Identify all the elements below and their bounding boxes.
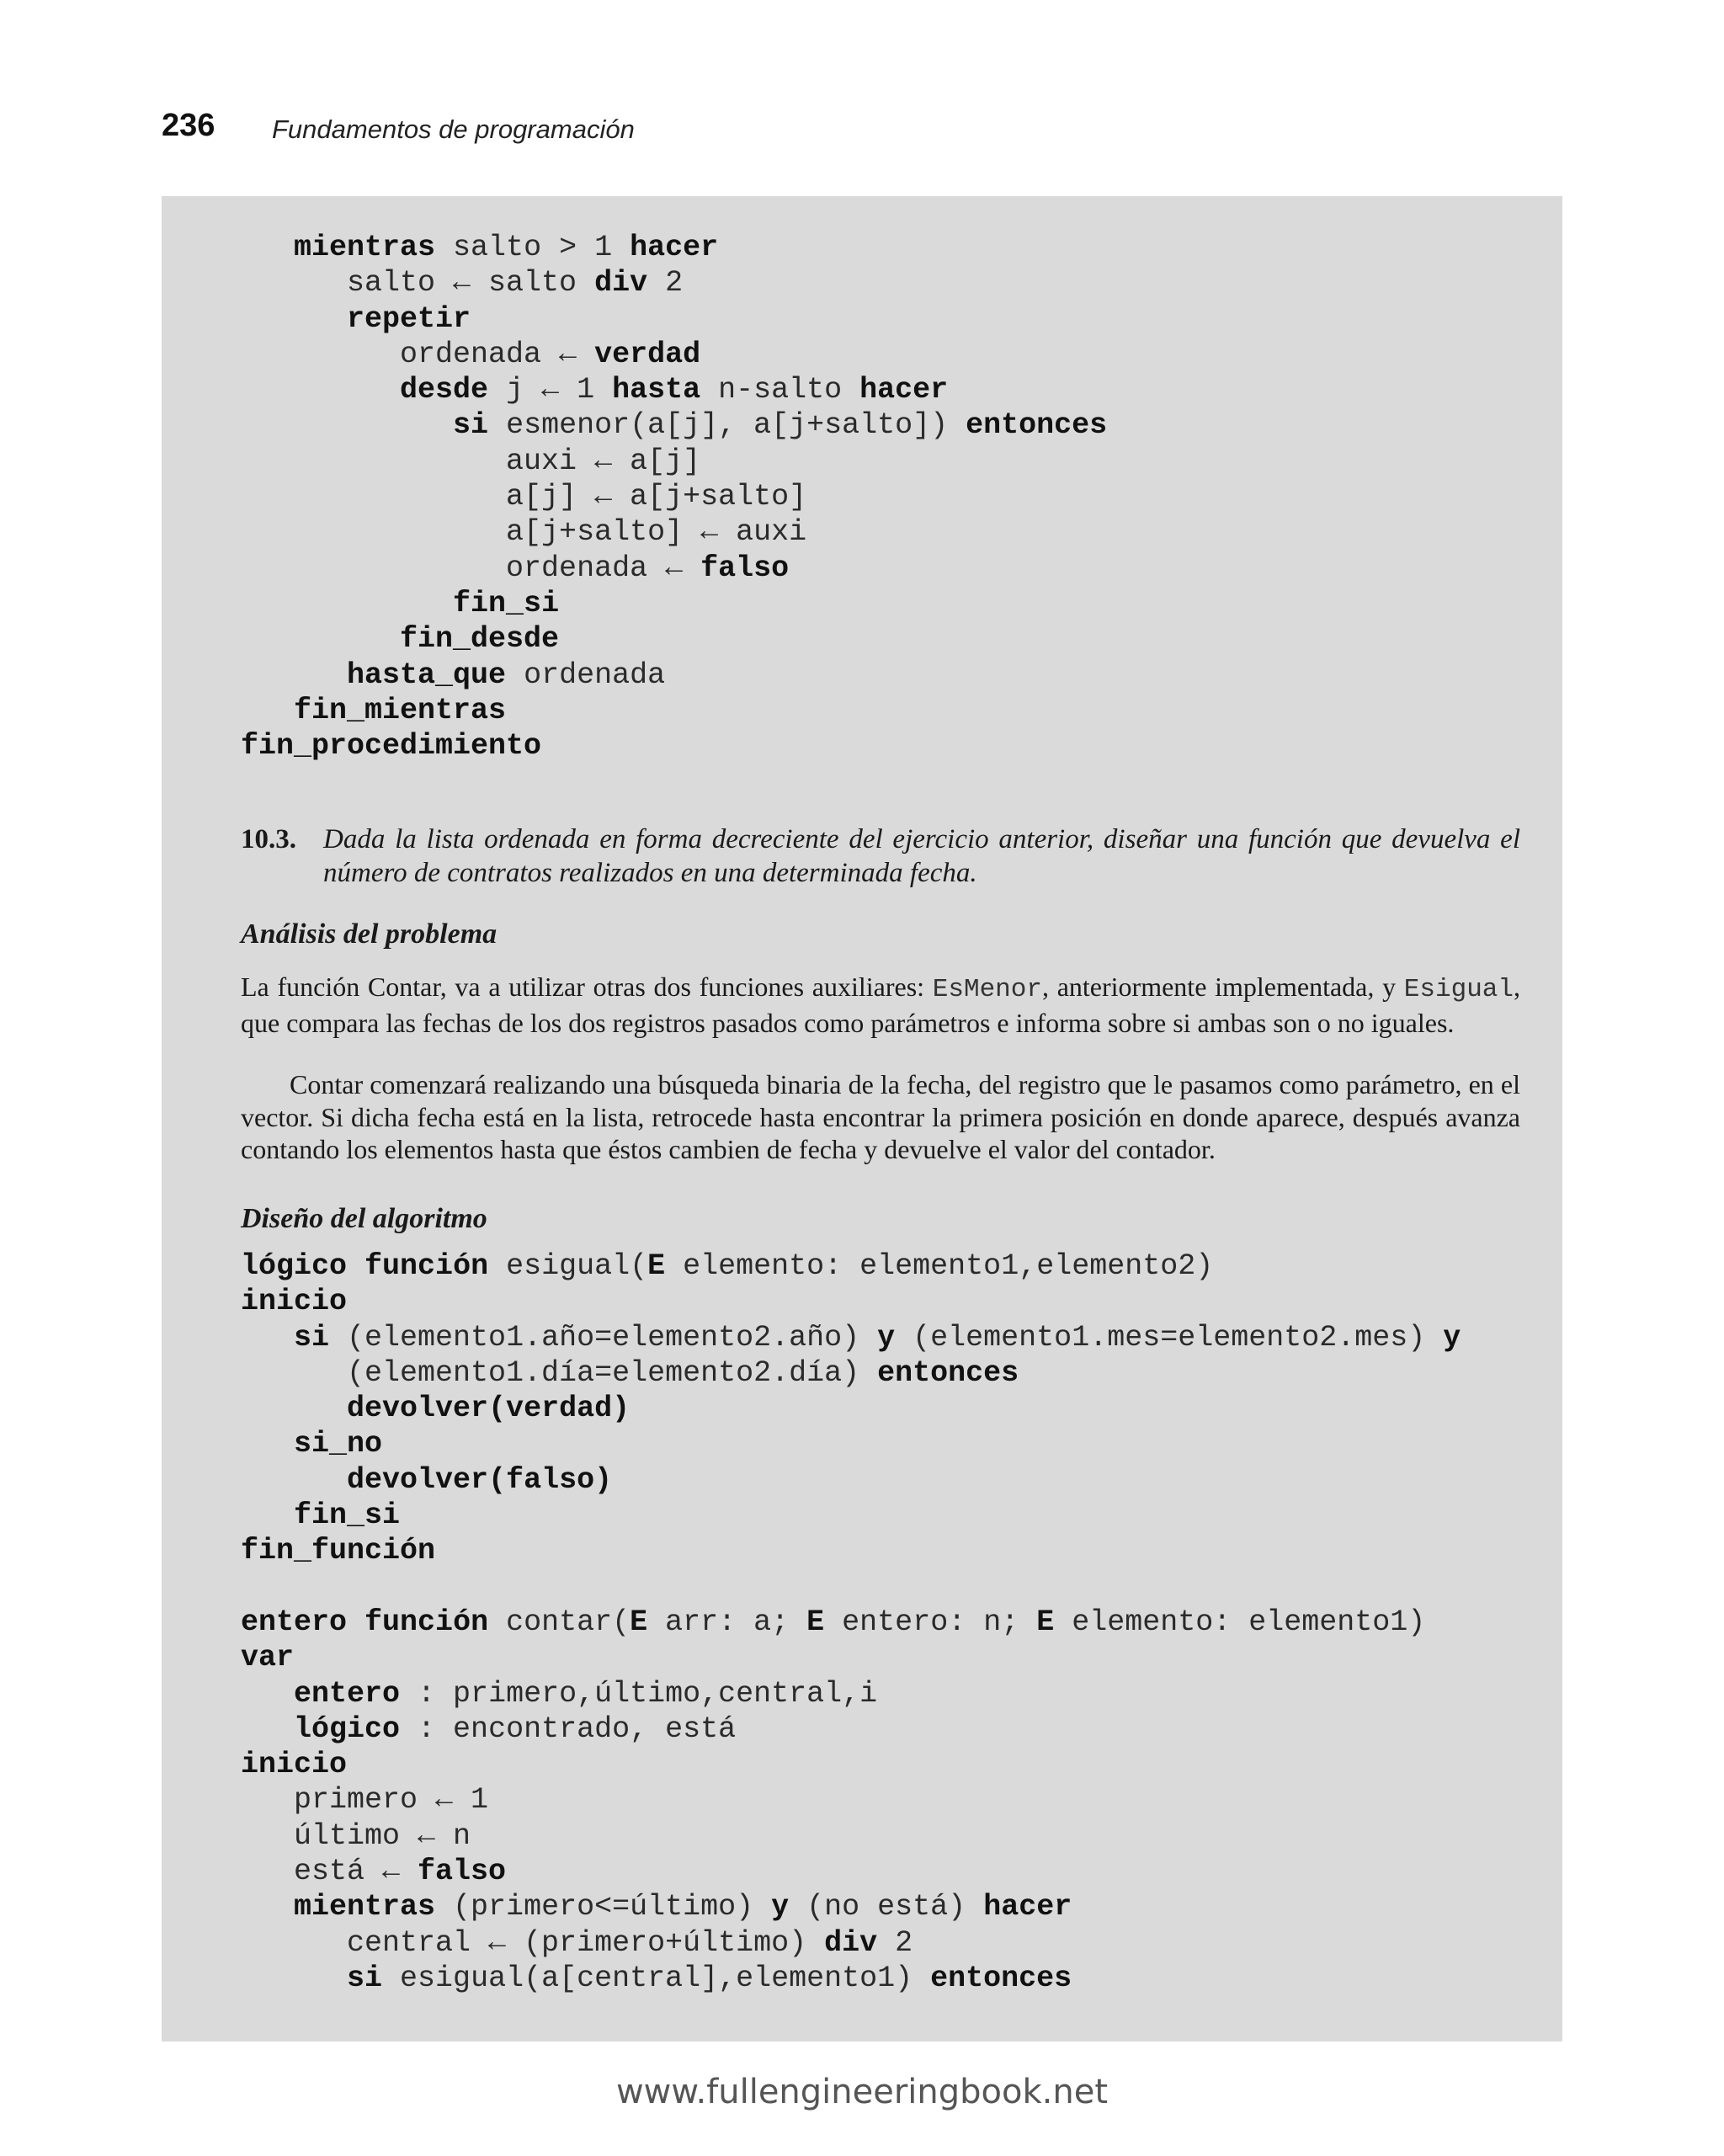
code-text: a[j] ← a[j+salto] [241,480,807,514]
code-keyword: verdad [594,337,701,371]
code-line [241,1321,1461,1355]
code-keyword: fin_función [241,1534,436,1568]
code-keyword: div [594,266,648,301]
code-text: (primero<=último) [435,1890,772,1924]
code-keyword: entero [294,1676,401,1711]
analysis-p1-code-esmenor: EsMenor [932,975,1042,1004]
code-text: ordenada ← [241,551,701,585]
exercise-number: 10.3. [241,824,296,854]
code-text [241,1392,347,1425]
code-text: esmenor(a[j], a[j+salto]) [488,408,966,443]
code-line [241,729,541,763]
code-line [241,694,506,727]
code-text [241,1677,294,1711]
code-text: (elemento1.año=elemento2.año) [329,1320,878,1355]
code-line [241,587,559,620]
analysis-p1-text-c: , que compara las fechas de los dos registros pasados como parámetros e informa sobre si ambas son o no iguales. [241,972,1521,1038]
code-line [241,302,471,336]
code-text [241,658,347,692]
code-keyword: y [1443,1320,1461,1355]
code-line [241,1285,347,1318]
analysis-p1-text-a: La función Contar, va a utilizar otras dos funciones auxiliares: [241,972,933,1002]
code-line [241,1249,1213,1283]
code-line [241,622,559,656]
code-keyword: inicio [241,1285,348,1319]
code-line [241,1748,347,1781]
code-block-esigual-contar [241,1248,1461,1996]
code-text: a[j+salto] ← auxi [241,515,807,550]
code-keyword: entonces [877,1355,1019,1390]
code-keyword: lógico [241,1249,348,1283]
code-keyword: falso [700,551,790,585]
code-text: ordenada [506,657,666,692]
code-text [241,1712,294,1746]
code-keyword: si [294,1320,330,1355]
code-text [241,1427,294,1461]
code-line [241,1641,294,1674]
code-text: salto ← salto [241,266,595,301]
code-keyword: función [364,1249,489,1283]
code-keyword: hacer [983,1890,1072,1924]
code-keyword: fin_si [453,586,560,620]
code-text [241,622,400,656]
code-keyword: y [877,1320,896,1355]
code-keyword: entonces [966,408,1108,443]
analysis-heading: Análisis del problema [241,918,498,950]
code-line [241,338,700,371]
code-text: elemento: elemento1) [1054,1605,1426,1639]
code-text: 2 [877,1925,913,1960]
code-line [241,1605,1425,1639]
code-text: n-salto [700,373,860,407]
code-keyword: E [630,1605,648,1639]
code-line [241,480,806,514]
code-line [241,1890,1072,1924]
code-text: está ← [241,1855,418,1889]
code-line [241,266,683,300]
code-keyword: fin_si [294,1499,401,1533]
analysis-p1-text-b: , anteriormente implementada, y [1042,972,1404,1002]
code-text: auxi ← a[j] [241,444,701,478]
footer-url: www.fullengineeringbook.net [615,2073,1109,2111]
code-line [241,658,665,692]
code-line [241,1783,488,1817]
code-line [241,1677,877,1711]
code-text [241,587,453,620]
code-line [241,1463,612,1497]
code-text: (no está) [789,1890,984,1924]
code-keyword: hasta [612,373,701,407]
code-keyword: y [771,1890,790,1924]
code-text [241,373,400,407]
code-line [241,408,1107,442]
code-line [241,1819,471,1853]
code-text [241,1321,294,1355]
code-line [241,1356,1019,1390]
code-keyword: falso [418,1855,507,1889]
code-keyword: E [806,1605,825,1639]
code-line [241,373,948,407]
code-text: arr: a; [647,1605,807,1639]
code-text [241,231,294,264]
code-keyword: mientras [294,231,436,264]
analysis-paragraph-2: Contar comenzará realizando una búsqueda binaria de la fecha, del registro que le pasamos como parámetro, en el vector. Si dicha fecha está en la lista, retrocede hasta encontrar la primera posición en donde aparece, después avanza contando los elementos hasta que éstos cambien de fecha y devuelve el valor del contador. [241,1069,1520,1164]
code-keyword: var [241,1641,295,1675]
code-text: central ← (primero+último) [241,1925,825,1960]
code-keyword: inicio [241,1748,348,1782]
code-text [241,1962,347,1995]
code-text: 2 [647,266,684,301]
code-line [241,1962,1072,1995]
code-line [241,1926,913,1960]
code-block-procedimiento-end [241,230,1107,764]
code-line [241,1712,736,1746]
code-keyword: lógico [294,1711,401,1746]
code-text: esigual( [488,1249,648,1283]
code-keyword: E [1036,1605,1055,1639]
code-keyword: hacer [630,231,719,264]
code-text [241,302,347,336]
code-keyword: hacer [859,373,949,407]
code-keyword: función [364,1605,489,1639]
code-text: elemento: elemento1,elemento2) [665,1249,1214,1283]
code-line [241,1499,400,1532]
code-keyword: entonces [930,1961,1072,1995]
code-line [241,445,700,478]
code-text [347,1605,364,1639]
code-text: (elemento1.día=elemento2.día) [241,1355,878,1390]
code-line [241,1855,506,1888]
code-text: salto > 1 [435,231,631,264]
code-text [241,694,294,727]
code-text: : encontrado, está [400,1711,737,1746]
code-text [241,1890,294,1924]
code-keyword: fin_mientras [294,693,507,727]
analysis-p1-code-esigual: Esigual [1403,975,1514,1004]
code-keyword: si [453,408,489,443]
code-keyword: fin_procedimiento [241,729,542,764]
code-keyword: hasta_que [347,657,507,692]
code-line [241,1427,382,1461]
code-keyword: div [824,1925,878,1960]
code-line [241,231,718,264]
code-keyword: mientras [294,1890,436,1924]
design-heading: Diseño del algoritmo [241,1203,487,1234]
code-text: : primero,último,central,i [400,1676,878,1711]
code-text [241,1499,294,1532]
code-text [241,408,453,442]
code-line [241,1534,435,1568]
code-line [241,515,806,549]
exercise-content-box [162,196,1562,2042]
page-number: 236 [162,108,216,143]
exercise-statement: Dada la lista ordenada en forma decreciente del ejercicio anterior, diseñar una función que devuelva el número de contratos realizados en una determinada fecha. [323,824,1520,888]
code-line [241,1392,630,1425]
code-line [241,551,789,585]
code-text [241,1463,347,1497]
code-text: entero: n; [824,1605,1037,1639]
code-keyword: repetir [347,301,471,336]
code-keyword: E [647,1249,666,1283]
code-keyword: si_no [294,1427,383,1461]
code-text: último ← n [241,1818,471,1853]
analysis-paragraph-1 [241,971,1520,1039]
code-text: (elemento1.mes=elemento2.mes) [895,1320,1444,1355]
code-keyword: devolver(falso) [347,1462,613,1497]
code-keyword: devolver(verdad) [347,1392,631,1426]
code-text: esigual(a[central],elemento1) [382,1961,931,1995]
code-text: primero ← 1 [241,1783,489,1818]
code-text [347,1249,364,1283]
running-title: Fundamentos de programación [272,114,635,144]
code-text: ordenada ← [241,337,595,371]
code-keyword: entero [241,1605,348,1639]
code-keyword: si [347,1961,383,1995]
code-text: contar( [488,1605,631,1639]
code-keyword: desde [400,373,489,407]
code-text: j ← 1 [488,373,613,407]
code-keyword: fin_desde [400,622,560,657]
